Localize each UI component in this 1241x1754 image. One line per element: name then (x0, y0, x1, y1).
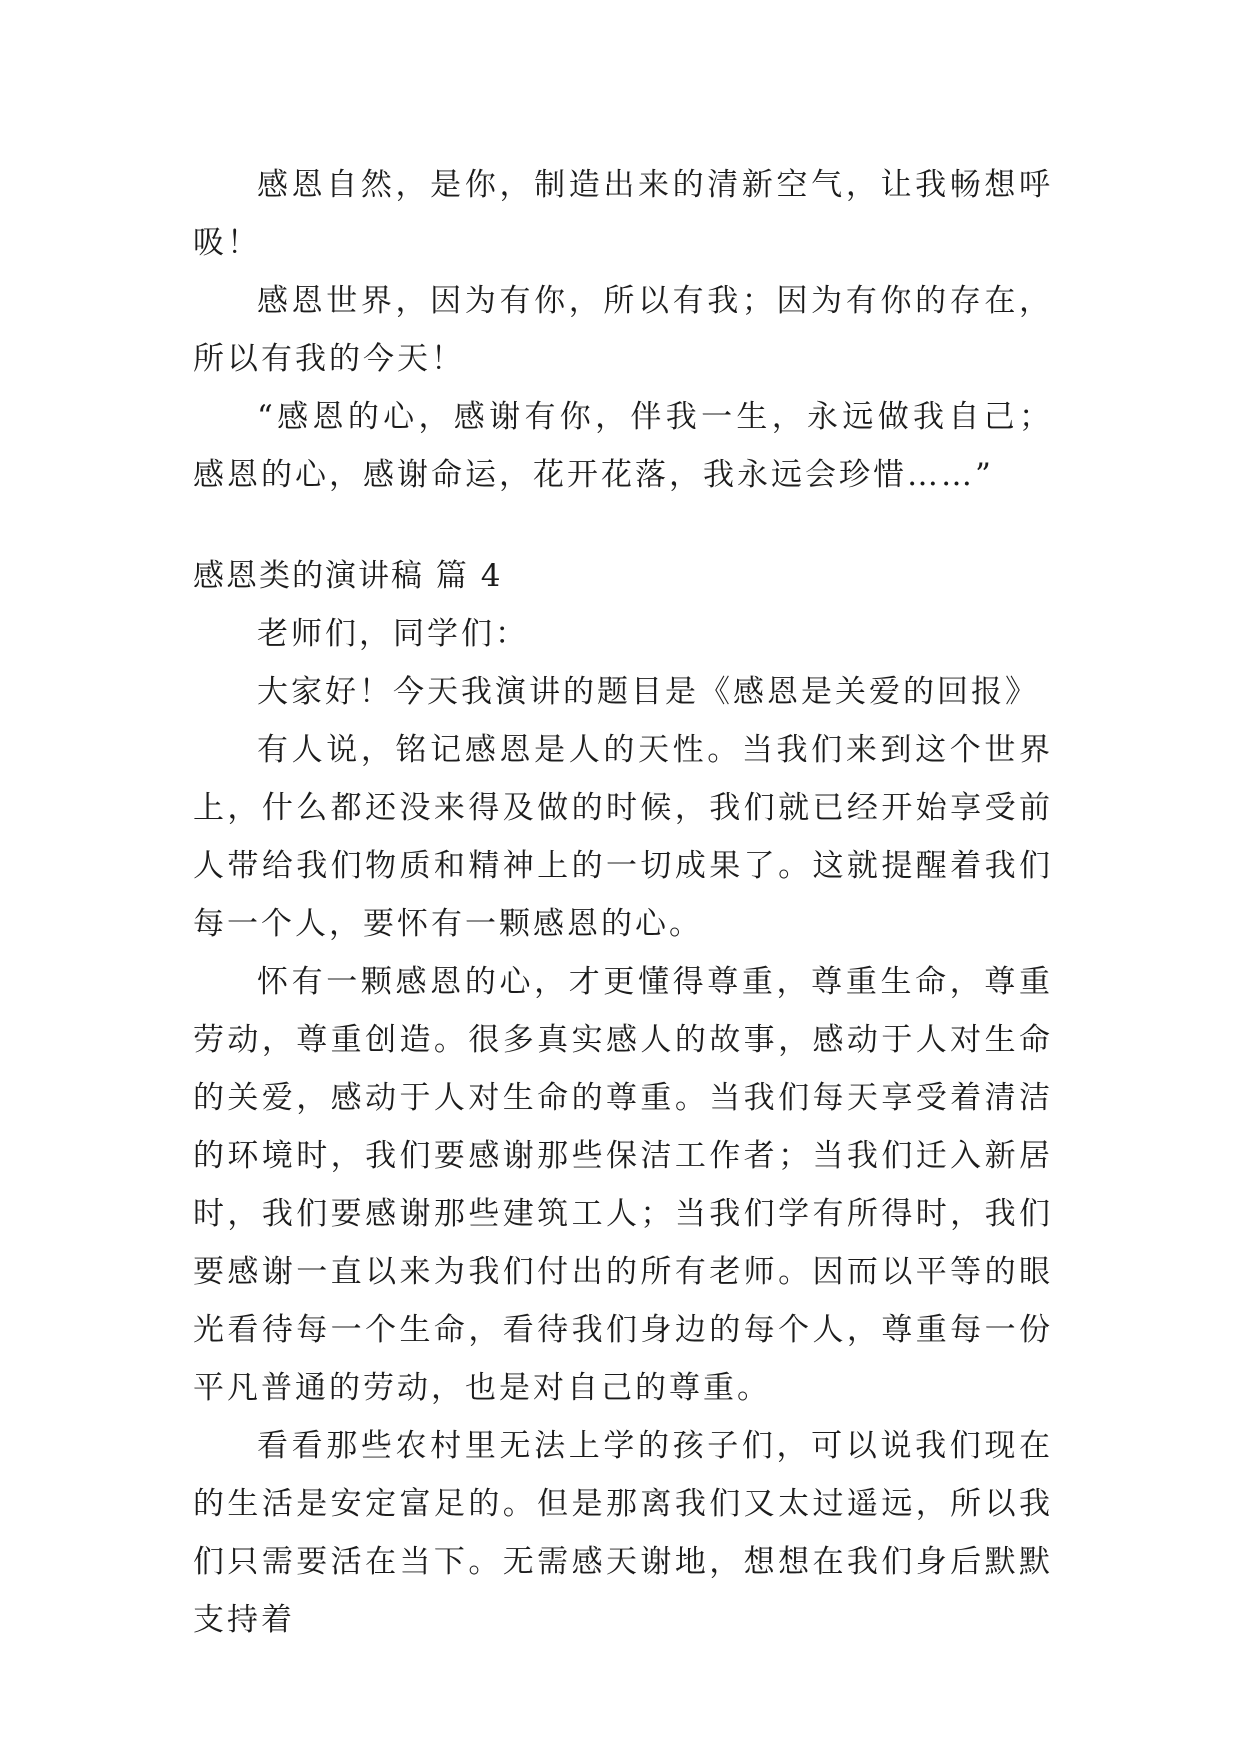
paragraph-song-quote: “感恩的心，感谢有你，伴我一生，永远做我自己；感恩的心，感谢命运，花开花落，我永远会珍惜……” (193, 399, 1053, 493)
paragraph-gratitude-nature: 感恩自然，是你，制造出来的清新空气，让我畅想呼吸！ (193, 167, 1053, 261)
document-body (193, 156, 1053, 1649)
paragraph-body-2: 怀有一颗感恩的心，才更懂得尊重，尊重生命，尊重劳动，尊重创造。很多真实感人的故事，感动于人对生命的关爱，感动于人对生命的尊重。当我们每天享受着清洁的环境时，我们要感谢那些保洁工作者；当我们迁入新居时，我们要感谢那些建筑工人；当我们学有所得时，我们要感谢一直以来为我们付出的所有老师。因而以平等的眼光看待每一个生命，看待我们身边的每个人，尊重每一份平凡普通的劳动，也是对自己的尊重。 (193, 964, 1053, 1406)
section-heading: 感恩类的演讲稿 篇 4 (193, 558, 503, 594)
paragraph-greeting-title: 大家好！今天我演讲的题目是《感恩是关爱的回报》 (257, 674, 1039, 710)
paragraph-salutation: 老师们，同学们： (257, 616, 529, 652)
paragraph-body-3: 看看那些农村里无法上学的孩子们，可以说我们现在的生活是安定富足的。但是那离我们又太过遥远，所以我们只需要活在当下。无需感天谢地，想想在我们身后默默支持着 (193, 1428, 1053, 1638)
paragraph-gratitude-world: 感恩世界，因为有你，所以有我；因为有你的存在，所以有我的今天！ (193, 283, 1053, 377)
paragraph-body-1: 有人说，铭记感恩是人的天性。当我们来到这个世界上，什么都还没来得及做的时候，我们就已经开始享受前人带给我们物质和精神上的一切成果了。这就提醒着我们每一个人，要怀有一颗感恩的心。 (193, 732, 1053, 942)
